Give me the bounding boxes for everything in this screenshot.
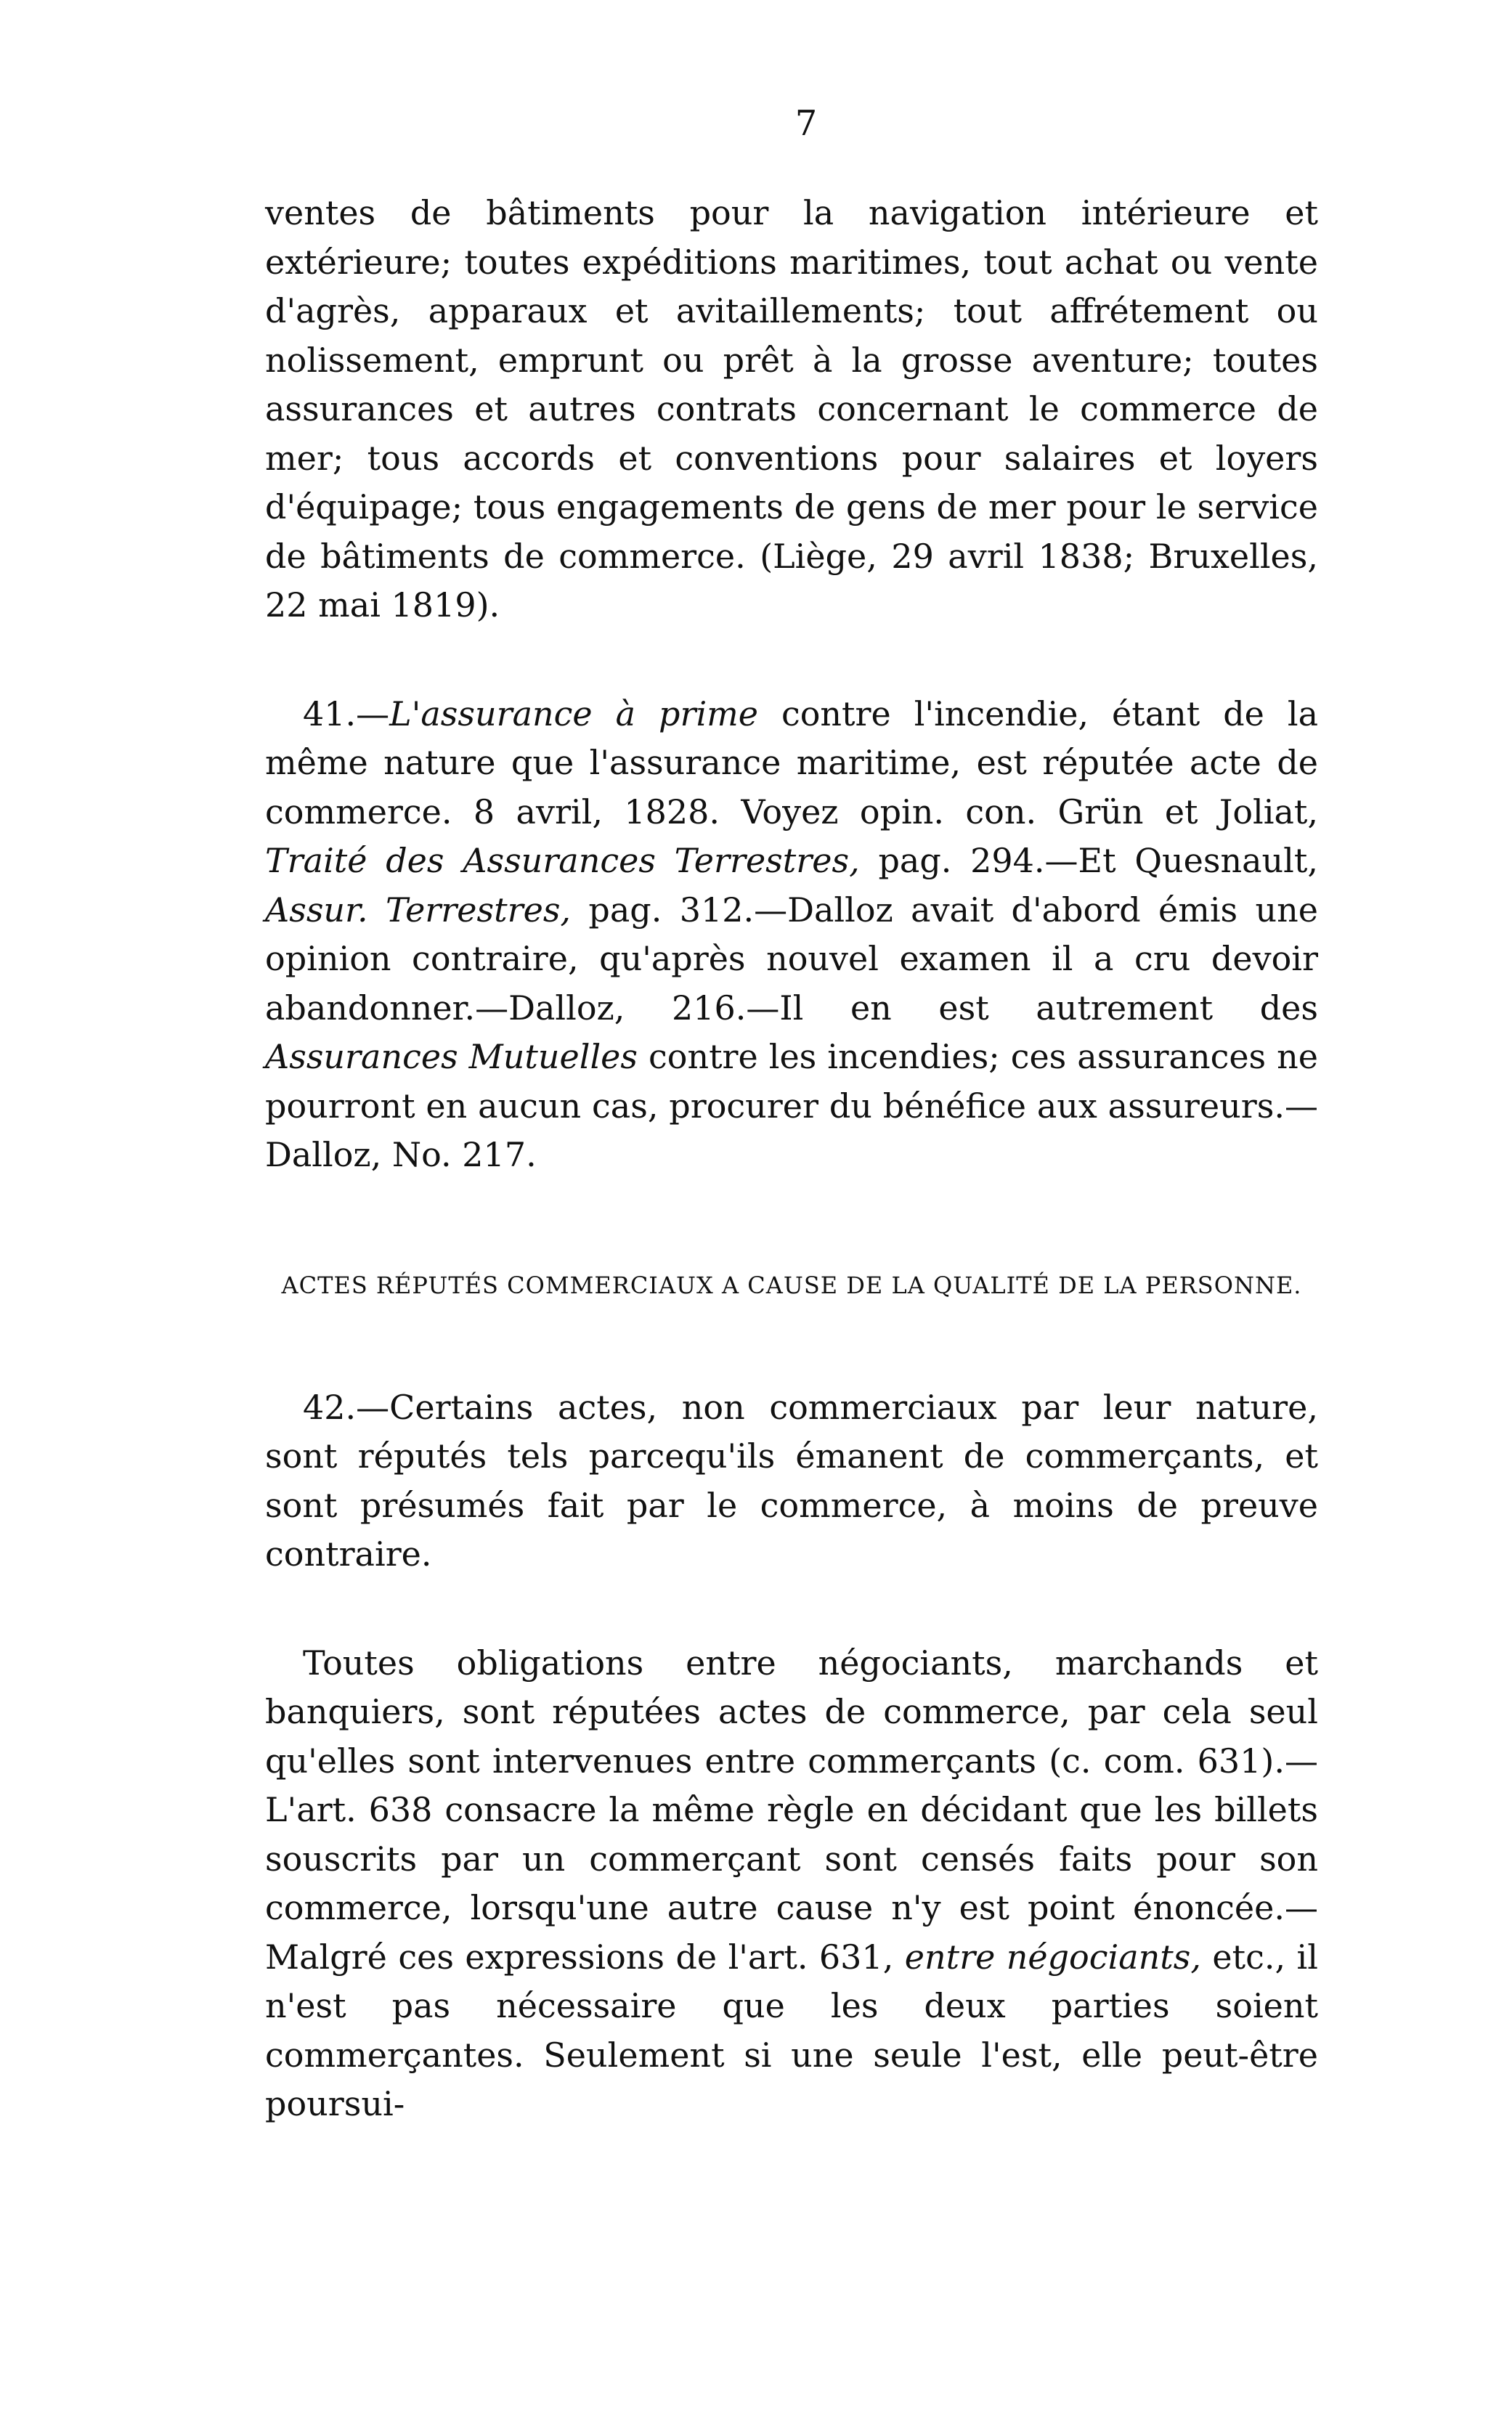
document-page xyxy=(265,102,1318,2129)
page-number: 7 xyxy=(794,103,818,144)
paragraph-1: ventes de bâtiments pour la navigation intérieure et extérieure; toutes expéditions maritimes, tout achat ou vente d'agrès, apparaux et avitaillements; tout affrétement ou nolissement, emprunt ou prêt à la grosse aventure; toutes assurances et autres contrats concernant le commerce de mer; tous accords et conventions pour salaires et loyers d'équipage; tous engagements de gens de mer pour le service de bâtiments de commerce. (Liège, 29 avril 1838; Bruxelles, 22 mai 1819). xyxy=(265,193,1318,625)
paragraph-42: 42.—Certains actes, non commerciaux par leur nature, sont réputés tels parcequ'ils émanent de commerçants, et sont présumés fait par le commerce, à moins de preuve contraire. xyxy=(265,1387,1318,1574)
paragraph-41-italic-1: L'assurance à prime xyxy=(389,694,758,733)
paragraph-obligations-italic-1: entre négociants, xyxy=(904,1937,1201,1977)
section-heading: ACTES RÉPUTÉS COMMERCIAUX A CAUSE DE LA QUALITÉ DE LA PERSONNE. xyxy=(281,1271,1302,1299)
paragraph-41-lead: 41.— xyxy=(303,694,390,733)
paragraph-41-text-1: contre l'incendie, étant de la même nature que l'assurance maritime, est réputée acte de commerce. 8 avril, 1828. Voyez opin. con. Grün et Joliat, xyxy=(265,694,1319,831)
paragraph-41-italic-2: Traité des Assurances Terrestres, xyxy=(265,841,860,880)
paragraph-41 xyxy=(265,690,1318,1180)
paragraph-41-text-4: contre les incendies; ces assurances ne pourront en aucun cas, procurer du bénéfice aux assureurs.—Dalloz, No. 217. xyxy=(265,1037,1318,1174)
paragraph-41-italic-4: Assurances Mutuelles xyxy=(265,1037,638,1076)
paragraph-41-italic-3: Assur. Terrestres, xyxy=(265,890,572,930)
paragraph-obligations xyxy=(265,1639,1318,2129)
paragraph-obligations-text-1: Toutes obligations entre négociants, marchands et banquiers, sont réputées actes de commerce, par cela seul qu'elles sont intervenues entre commerçants (c. com. 631).—L'art. 638 consacre la même règle en décidant que les billets souscrits par un commerçant sont censés faits pour son commerce, lorsqu'une autre cause n'y est point énoncée.—Malgré ces expressions de l'art. 631, xyxy=(265,1643,1318,1977)
paragraph-41-text-2: pag. 294.—Et Quesnault, xyxy=(859,841,1318,880)
paragraph-41-text-3: pag. 312.—Dalloz avait d'abord émis une opinion contraire, qu'après nouvel examen il a cru devoir abandonner.—Dalloz, 216.—Il en est autrement des xyxy=(265,890,1318,1028)
paragraph-obligations-text-2: etc., il n'est pas nécessaire que les deux parties soient commerçantes. Seulement si une seule l'est, elle peut-être poursui- xyxy=(265,1937,1318,2123)
